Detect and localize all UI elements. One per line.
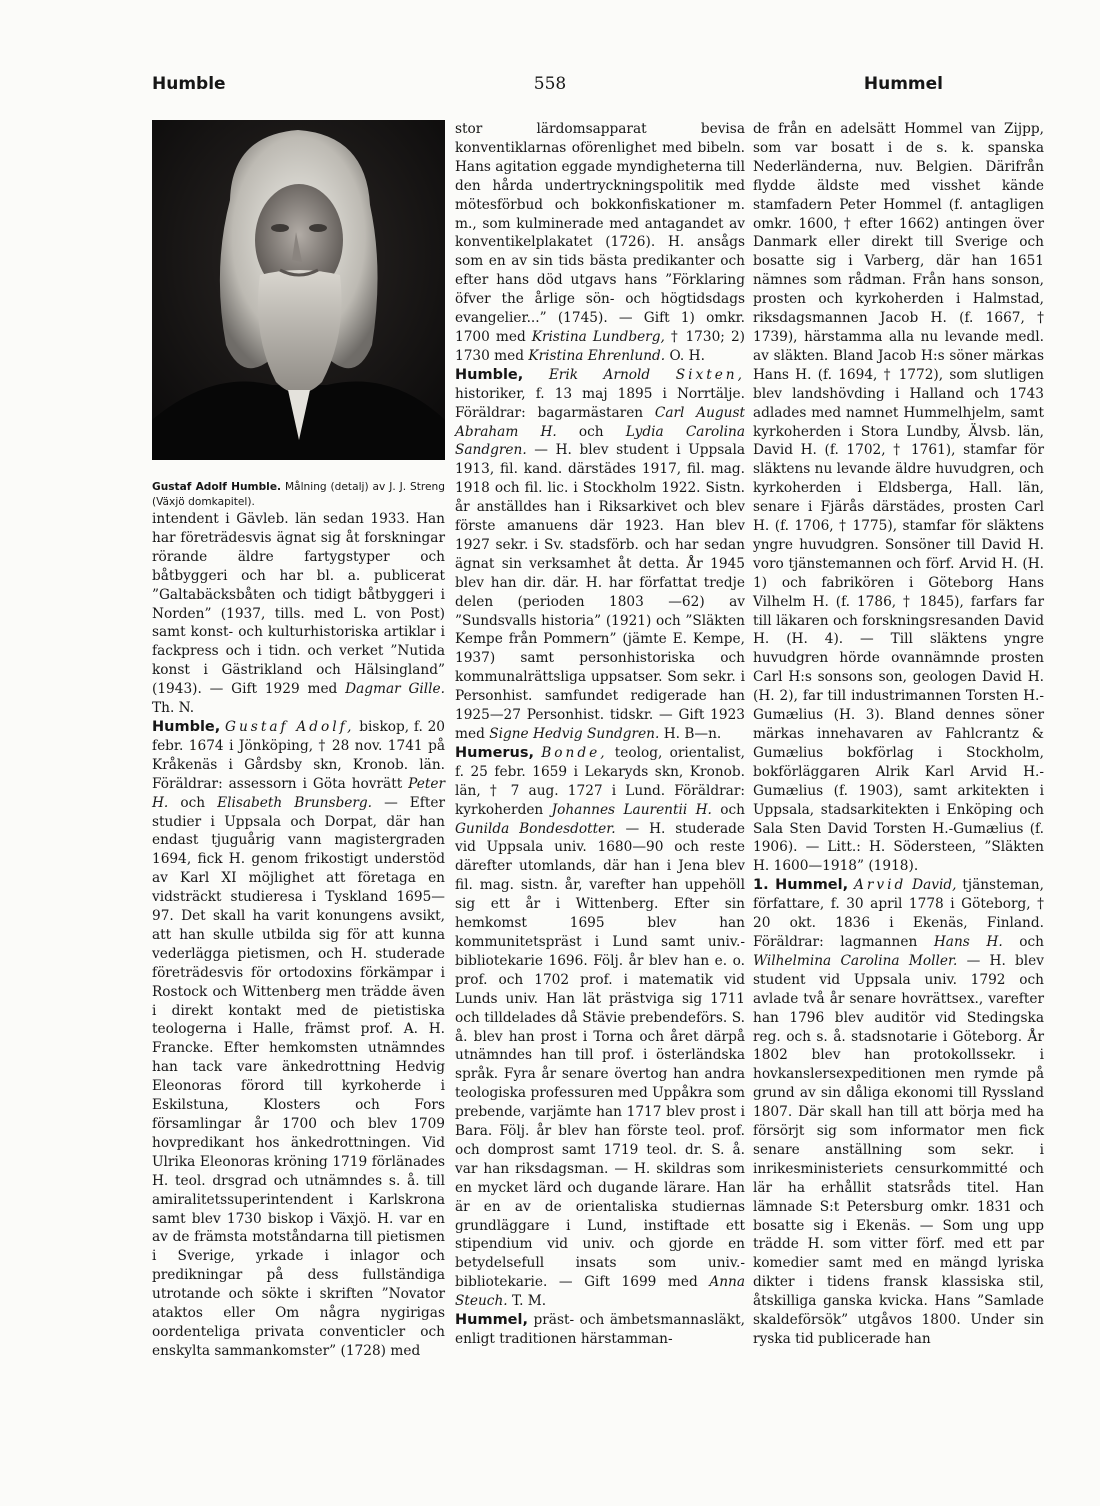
entry-humble-gustaf-adolf <box>152 718 445 1361</box>
entry-text: intendent i Gävleb. län sedan 1933. Han har företrädesvis ägnat sig åt forskningar rörande äldre fartygstyper och båtbyggeri och har bl. a. publicerat ”Galtabäcksbåten och tidigt båtbyggeri i Norden” (1937, tills. med L. von Post) samt konst- och kulturhistoriska artiklar i fackpress och i tidn. och verket ”Nutida konst i Gästrikland och Hälsingland” (1943). — Gift 1929 med <box>152 511 445 698</box>
entry-text: — H. blev student vid Uppsala univ. 1792 och avlade två år senare hovrättsex., varefter han 1796 blev auditör vid Stedingska reg. och s. å. stadsnotarie i Göteborg. År 1802 blev han protokollssekr. i hovkanslersexpeditionen men rymde på grund av sin dåliga ekonomi till Ryssland 1807. Där skall han till att börja med ha försörjt sig som informator men fick senare anställning som sekr. i inrikesministeriets censurkommitté och lär ha erhållit statsråds titel. Han lämnade S:t Petersburg omkr. 1831 och bosatte sig i Ekenäs. — Som ung upp trädde H. som vitter förf. med ett par komedier samt med en mängd lyriska dikter i tidens fransk klassiska stil, åtskilliga ganska kvicka. Hans ”Samlade skaldeförsök” utgåvos 1800. Under sin ryska tid publicerade han <box>753 952 1045 1347</box>
header-right-word: Hummel <box>863 74 943 94</box>
page-number: 558 <box>533 74 567 94</box>
father-name: Hans H. <box>933 933 1003 950</box>
author-signature: H. B—n. <box>659 726 722 742</box>
entry-given-name: Erik Arnold <box>548 366 651 383</box>
spouse-name: Dagmar Gille. <box>345 681 446 698</box>
entry-text: de från en adelsätt Hommel van Zijpp, som var bosatt i de s. k. spanska Nederländerna, nuv. Belgien. Därifrån flydde äldste med visshet kände stamfadern Peter Hommel (f. antagligen omkr. 1600, † efter 1662) antingen över Danmark eller direkt till Sverige och bosatte sig i Varberg, där han 1651 nämnes som rådman. Från hans sonson, prosten och kyrkoherden i Halmstad, riksdagsmannen Jacob H. (f. 1667, † 1739), härstamma alla nu levande medl. av släkten. Bland Jacob H:s söner märkas Hans H. (f. 1694, † 1772), som slutligen blev landshövding i Halland och 1743 adlades med namnet Hummelhjelm, samt kyrkoherden i Stora Lundby, Älvsb. län, David H. (f. 1702, † 1761), stamfar för släktens nu levande äldre huvudgren, och kyrkoherden i Eldsberga, Hall. län, senare i Fjärås därstädes, prosten Carl H. (f. 1706, † 1775), stamfar för släktens yngre huvudgren. Sonsöner till David H. voro tjänstemannen och förf. Arvid H. (H. 1) och fabrikören i Göteborg Hans Vilhelm H. (f. 1786, † 1845), farfars far till läkaren och forskningsresanden David H. (H. 4). — Till släktens yngre huvudgren hörde ovannämnde prosten Carl H:s sonsons son, geologen David H. (H. 2), far till industrimannen Torsten H.-Gumælius (H. 3). Bland dennes söner märkas innehavaren av Fahlcrantz & Gumælius bokförlag i Stockholm, bokförläggaren Alrik Karl Arvid H.-Gumælius (f. 1903), samt arkitekten i Uppsala, stadsarkitekten i Enköping och Sala Sten David Torsten H.-Gumælius (f. 1906). — Litt.: H. Södersteen, ”Släkten H. 1600—1918” (1918). <box>753 121 1044 875</box>
spouse-name: Signe Hedvig Sundgren. <box>489 726 660 742</box>
entry-headword: 1. Hummel, <box>753 877 849 894</box>
author-signature: O. H. <box>665 347 705 364</box>
entry-text: och <box>168 794 218 811</box>
entry-text: stor lärdomsapparat bevisa konventiklarnas oförenlighet med bibeln. Hans agitation eggade myndigheterna till den hårda undertryckningspolitik med mötesförbud och bokkonfiskationer m. m., som kulminerade med antagandet av konventikelplakatet (1726). H. ansågs som en av sin tids bästa predikanter och efter hans död utgavs hans ”Förklaring öfver the årlige sön- och högtidsdags evangelier...” (1745). — Gift 1) omkr. 1700 med <box>455 121 745 345</box>
entry-text: teolog, orientalist, f. 25 febr. 1659 i Lekaryds skn, Kronob. län, † 7 aug. 1727 i Lund. Föräldrar: kyrkoherden <box>455 744 745 818</box>
portrait-drawing <box>152 120 445 460</box>
entry-hummel-family <box>455 1311 745 1349</box>
entry-text: och <box>1002 933 1044 950</box>
spouse-name: Kristina Ehrenlund. <box>528 347 666 364</box>
mother-name: Lydia Carolina Sandgren. <box>455 423 745 459</box>
entry-text: präst- och ämbetsmannasläkt, enligt traditionen härstamman- <box>455 1312 745 1347</box>
entry-given-name: Gustaf Adolf, <box>225 718 355 735</box>
entry-text: — Efter studier i Uppsala och Dorpat, där han endast tjuguårig vann magistergraden 1694, fick H. genom frikostigt understöd av Karl XI möjlighet att företaga en vidsträckt studieresa i Tyskland 1695—97. Det skall ha varit konungens avsikt, att han skulle utbilda sig för att kunna vederlägga pietismen, och H. studerade företrädesvis för ortodoxins förkämpar i Rostock och Wittenberg men trädde även i direkt kontakt med de pietistiska teologerna i Halle, främst prof. A. H. Francke. Efter hemkomsten utnämndes han tack vare änkedrottning Hedvig Eleonoras förord till kyrkoherde i Eskilstuna, Klosters och Fors församlingar år 1700 och blev 1709 hovpredikant hos änkedrottningen. Vid Ulrika Eleonoras kröning 1719 förlänades H. teol. drsgrad och utnämndes s. å. till amiralitetssuperintendent i Karlskrona samt blev 1730 biskop i Växjö. H. var en av de främsta motståndarna till pietismen i Sverige, yrkade i inlagor och predikningar på dess fullständiga utrotande och sökte i skriften ”Novator ataktos eller Om några nygirigas oordenteliga privata conventicler och enskylta sammankomster” (1728) med <box>152 794 445 1359</box>
entry-text: † 1730; 2) 1730 med <box>455 328 746 364</box>
spouse-name: Anna Steuch. <box>455 1274 745 1310</box>
entry-text: historiker, f. 13 maj 1895 i Norrtälje. Föräldrar: bagarmästaren <box>455 385 745 421</box>
entry-text: — H. blev student i Uppsala 1913, fil. kand. därstädes 1917, fil. mag. 1918 och fil. lic. i Stockholm 1922. Sistn. år anställdes han i Riksarkivet och blev förste amanuens där 1923. Han blev 1927 sekr. i Sv. stadsförb. och har sedan ägnat sin verksamhet åt detta. År 1945 blev han dir. där. H. har författat tredje delen (perioden 1803 —62) av ”Sundsvalls historia” (1921) och ”Släkten Kempe från Pommern” (jämte E. Kempe, 1937) samt personhistoriska och kommunalrättsliga uppsatser. Som sekr. i Personhist. samfundet redigerade han 1925—27 Personhist. tidskr. — Gift 1923 med <box>455 442 745 742</box>
mother-name: Gunilda Bondesdotter. <box>455 820 616 837</box>
caption-text: Målning (detalj) av J. J. Streng (Växjö domkapitel). <box>152 481 445 508</box>
column-3 <box>753 120 1044 1349</box>
author-signature: T. M. <box>507 1293 547 1310</box>
column-2 <box>455 120 745 1349</box>
entry-humble-erik-arnold-sixten <box>455 366 745 744</box>
figure-caption <box>152 480 445 510</box>
mother-name: Elisabeth Brunsberg. <box>217 794 373 811</box>
father-name: Johannes Laurentii H. <box>551 801 712 818</box>
author-signature: Th. N. <box>152 700 195 717</box>
mother-name: Wilhelmina Carolina Moller. <box>753 952 958 969</box>
entry-continuation <box>455 120 745 366</box>
entry-given-name-spaced: Arvid <box>853 877 907 894</box>
father-name: Carl August Abraham H. <box>455 404 745 440</box>
entry-text: — H. studerade vid Uppsala univ. 1680—90 och reste därefter utomlands, där han i Jena blev fil. mag. sistn. år, varefter han uppehöll sig ett år i Wittenberg. Efter sin hemkomst 1695 blev han kommunitetspräst i Lund samt univ.-bibliotekarie 1696. Följ. år blev han e. o. prof. och 1702 prof. i matematik vid Lunds univ. Han lät prästviga sig 1711 och tilldelades då Stävie prebendeförs. S. å. blev han prost i Torna och året därpå utnämndes han till prof. i österländska språk. Fyra år senare övertog han andra teologiska professuren med Uppåkra som prebende, varjämte han 1717 blev prost i Bara. Följ. år blev han förste teol. prof. och domprost samt 1719 teol. dr. S. å. var han riksdagsman. — H. skildras som en mycket lärd och dugande lärare. Han är en av de orientaliska studiernas grundläggare i Lund, instiftade ett stipendium vid univ. och gjorde en betydelsefull insats som univ.-bibliotekarie. — Gift 1699 med <box>455 820 746 1291</box>
entry-text: tjänsteman, författare, f. 30 april 1778 i Göteborg, † 20 okt. 1836 i Ekenäs, Finland. Föräldrar: lagmannen <box>753 877 1044 950</box>
entry-given-name-spaced: Sixten, <box>675 366 745 383</box>
entry-headword: Humble, <box>455 366 524 383</box>
entry-given-name: David, <box>912 877 957 894</box>
father-name: Peter H. <box>152 775 445 811</box>
header-left-word: Humble <box>152 74 226 94</box>
entry-continuation <box>152 510 445 718</box>
entry-humerus-bonde <box>455 744 745 1311</box>
entry-headword: Humerus, <box>455 744 535 761</box>
entry-headword: Humble, <box>152 718 221 735</box>
entry-text: och <box>556 423 626 440</box>
running-header <box>0 74 1100 104</box>
entry-given-name: Bonde, <box>541 744 608 761</box>
entry-text: och <box>711 801 746 818</box>
portrait-image <box>152 120 445 460</box>
entry-continuation <box>753 120 1044 876</box>
entry-text: biskop, f. 20 febr. 1674 i Jönköping, † 28 nov. 1741 på Kråkenäs i Gårdsby skn, Kronob. län. Föräldrar: assessorn i Göta hovrätt <box>152 718 445 792</box>
spouse-name: Kristina Lundberg, <box>531 328 665 345</box>
entry-hummel-arvid-david <box>753 876 1044 1349</box>
entry-headword: Hummel, <box>455 1312 528 1329</box>
caption-subject-name: Gustaf Adolf Humble. <box>152 481 282 493</box>
column-1 <box>152 120 445 1361</box>
